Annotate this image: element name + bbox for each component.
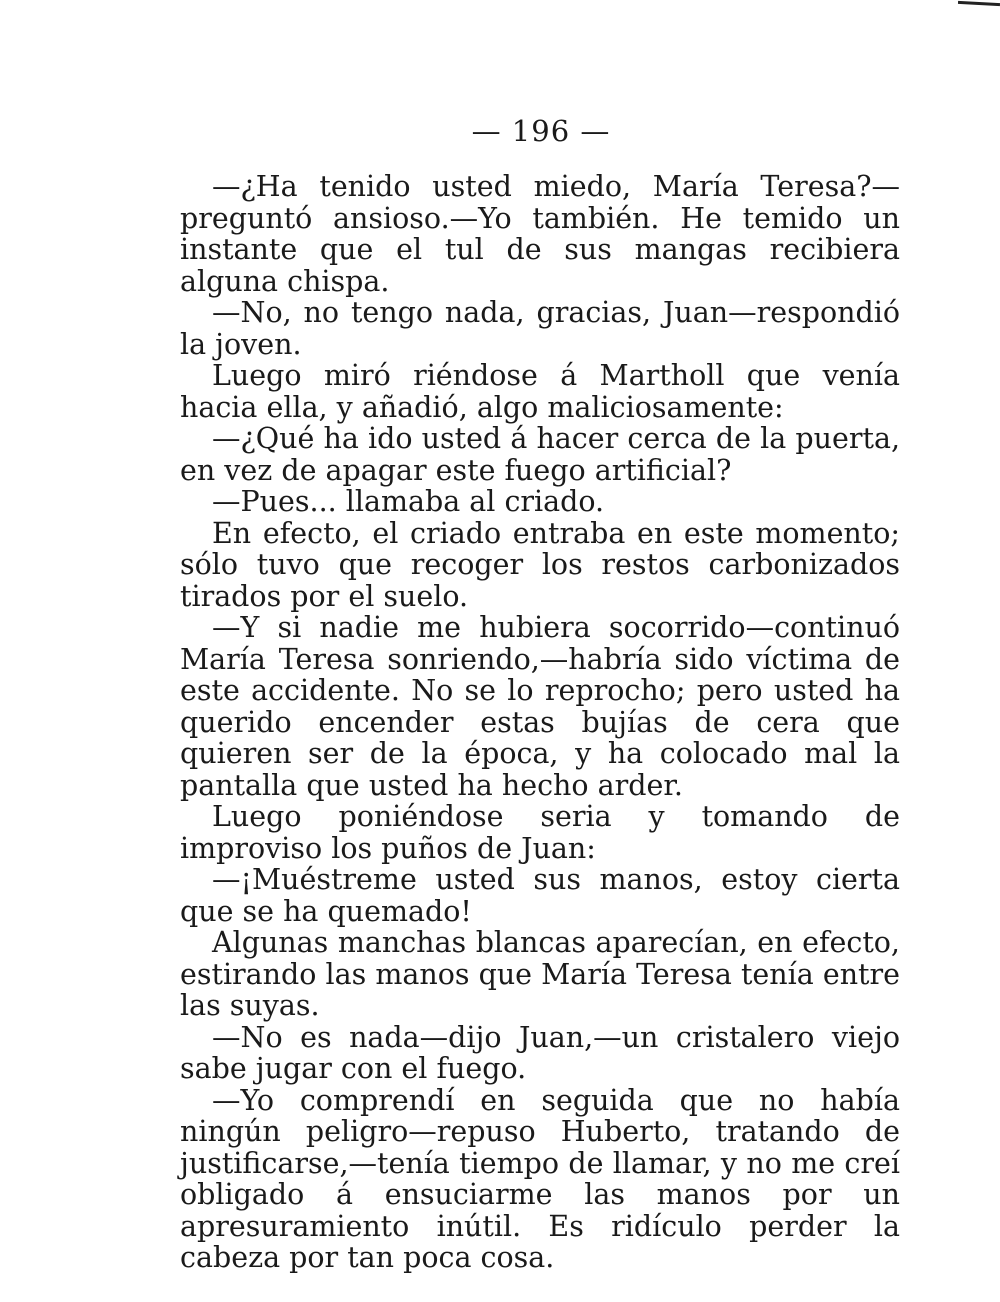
- paragraph-12: —Yo comprendí en seguida que no había ningún peligro—repuso Huberto, tratando de justificarse,—tenía tiempo de llamar, y no me creí obligado á ensuciarme las manos por un apresuramiento inútil. Es ridículo perder la cabeza por tan poca cosa.: [180, 1083, 900, 1274]
- paragraph-10: Algunas manchas blancas aparecían, en efecto, estirando las manos que María Teresa tenía entre las suyas.: [180, 926, 900, 1022]
- paragraph-7: —Y si nadie me hubiera socorrido—continuó María Teresa sonriendo,—habría sido víctima de este accidente. No se lo reprocho; pero usted ha querido encender estas bujías de cera que quieren ser de la época, y ha colocado mal la pantalla que usted ha hecho arder.: [180, 611, 900, 802]
- paragraph-3: Luego miró riéndose á Martholl que venía hacia ella, y añadió, algo maliciosamente:: [180, 359, 900, 424]
- page-number: — 196 —: [471, 114, 611, 148]
- scan-corner-mark: [958, 1, 1000, 6]
- paragraph-5: —Pues... llamaba al criado.: [212, 485, 605, 518]
- paragraph-9: —¡Muéstreme usted sus manos, estoy cierta que se ha quemado!: [180, 863, 900, 928]
- paragraph-11: —No es nada—dijo Juan,—un cristalero viejo sabe jugar con el fuego.: [180, 1020, 900, 1085]
- paragraph-6: En efecto, el criado entraba en este momento; sólo tuvo que recoger los restos carbonizados tirados por el suelo.: [180, 516, 900, 613]
- paragraph-4: —¿Qué ha ido usted á hacer cerca de la puerta, en vez de apagar este fuego artificial?: [180, 422, 900, 487]
- paragraph-8: Luego poniéndose seria y tomando de improviso los puños de Juan:: [180, 800, 900, 865]
- paragraph-2: —No, no tengo nada, gracias, Juan—respondió la joven.: [180, 296, 900, 361]
- body-text: [180, 171, 900, 1274]
- paragraph-1: —¿Ha tenido usted miedo, María Teresa?—preguntó ansioso.—Yo también. He temido un instante que el tul de sus mangas recibiera alguna chispa.: [180, 170, 900, 298]
